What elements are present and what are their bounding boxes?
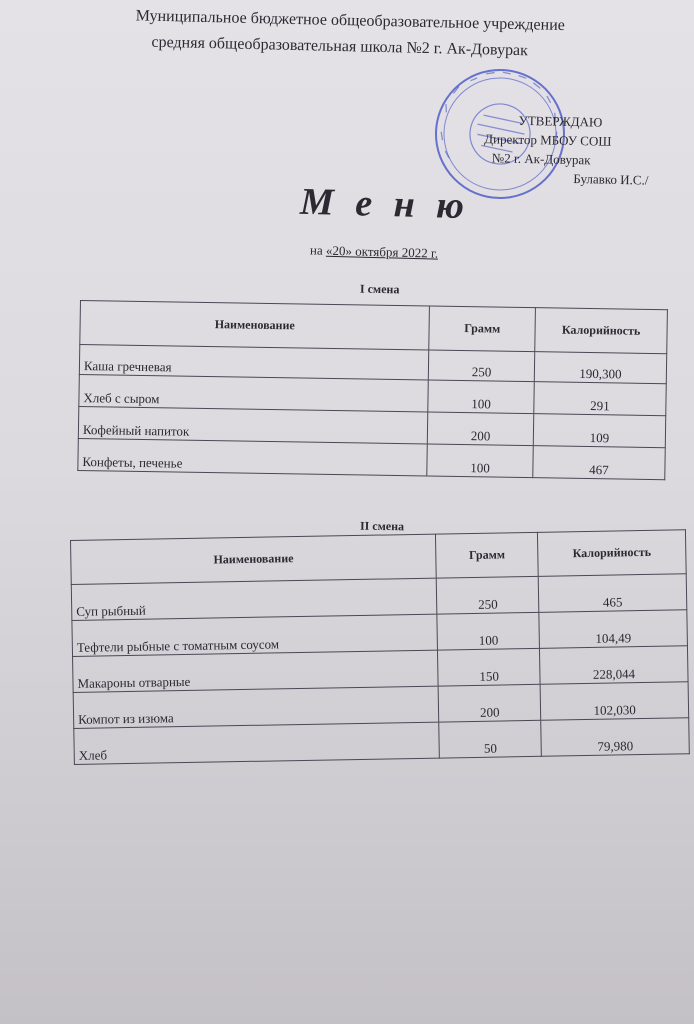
column-header-kcal: Калорийность [535,308,668,354]
shift-2-label: II смена [359,518,405,534]
column-header-name: Наименование [71,534,437,584]
menu-date [310,242,438,261]
dish-kcal: 190,300 [534,352,666,384]
column-header-gram: Грамм [436,532,539,578]
dish-name: Суп рыбный [71,578,437,620]
dish-name: Компот из изюма [73,686,439,728]
page-title: М е н ю [299,180,471,228]
school-header [69,2,610,66]
dish-gram: 50 [439,720,541,758]
column-header-name: Наименование [80,301,430,350]
column-header-kcal: Калорийность [538,530,687,577]
dish-kcal: 465 [538,574,686,613]
header-line-1: Муниципальное бюджетное общеобразовательное учреждение [135,7,566,35]
dish-kcal: 109 [533,414,665,448]
dish-gram: 250 [437,576,539,614]
shift-1-label: I смена [359,281,400,297]
shift-1-table [77,300,668,480]
dish-kcal: 228,044 [540,646,688,685]
dish-name: Кофейный напиток [78,406,428,443]
dish-name: Макароны отварные [73,650,439,692]
dish-gram: 200 [428,412,534,446]
date-prefix: на [309,242,327,258]
dish-kcal: 291 [534,382,666,416]
approval-school: №2 г. Ак-Довурак [491,150,591,168]
dish-gram: 100 [437,612,539,650]
dish-kcal: 467 [533,446,665,480]
dish-name: Хлеб с сыром [79,374,429,411]
dish-name: Конфеты, печенье [78,438,428,475]
approval-position: Директор МБОУ СОШ [484,131,612,149]
shift-2-table [70,529,690,765]
header-line-2: средняя общеобразовательная школа №2 г. Ак-Довурак [151,33,529,60]
dish-gram: 100 [428,380,534,414]
dish-name: Хлеб [74,722,440,764]
dish-gram: 100 [427,444,533,478]
dish-gram: 150 [438,648,540,686]
dish-gram: 250 [429,350,535,382]
dish-kcal: 102,030 [540,682,688,721]
approval-block [477,110,669,190]
dish-name: Каша гречневая [79,345,429,380]
dish-kcal: 79,980 [541,718,689,757]
approval-signature-name: Булавко И.С./ [573,171,649,188]
column-header-gram: Грамм [429,306,536,352]
dish-gram: 200 [438,684,540,722]
date-value: «20» октября 2022 г. [325,242,439,261]
dish-name: Тефтели рыбные с томатным соусом [72,614,438,656]
dish-kcal: 104,49 [539,610,687,649]
approval-heading: УТВЕРЖДАЮ [518,112,603,130]
